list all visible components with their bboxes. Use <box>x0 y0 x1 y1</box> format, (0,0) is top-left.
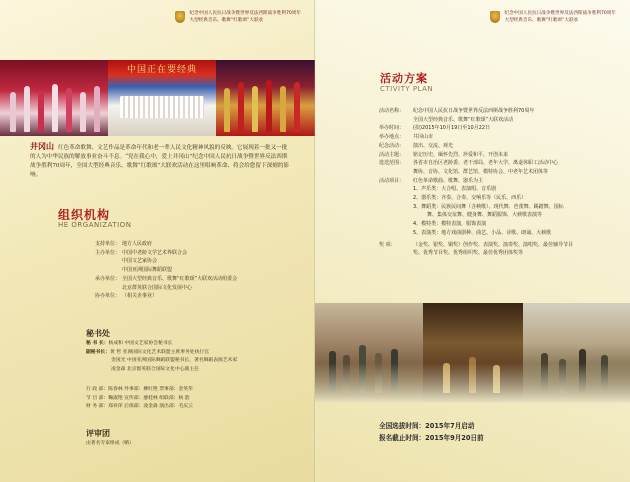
org-title: 组织机构 <box>58 208 111 222</box>
org-row: 承办单位： 全国大型经典音乐、歌舞“红歌颂”大联欢活动组委会 <box>94 275 238 282</box>
secretariat-row: 凌金森 北京群英联合国际文化中心副主任 <box>111 367 199 373</box>
plan-item: 1、声乐类：大合唱、表演唱、音乐剧 <box>413 186 497 193</box>
org-row: 中国亚洲国际舞蹈联盟 <box>122 267 173 274</box>
jury-text: 由著名专家组成（略） <box>86 441 134 446</box>
performance-photo-strip <box>0 60 315 136</box>
museum-photo-strip <box>315 303 630 403</box>
org-row: 中国文艺家协会 <box>122 258 158 265</box>
staff-list <box>86 386 193 412</box>
registration-deadline: 报名截止时间：2015年9月20日前 <box>379 434 484 442</box>
staff-row: 行 政 部：陈春林 外事部：柳红艳 票事部：金英华 <box>86 387 193 392</box>
plan-row: 纪念活动： 演出、交流、观光 <box>379 142 454 149</box>
plan-row: 活动名称： 纪念中国人民抗日战争暨世界反法西斯战争胜利70周年 <box>379 108 535 114</box>
org-list <box>58 240 308 301</box>
intro-paragraph <box>30 142 292 180</box>
staff-row: 节 目 部：鞠淑艳 宣传部：廖桂林 组联部：杨 韵 <box>86 395 190 401</box>
key-dates <box>379 420 484 444</box>
choir-photo <box>108 60 216 136</box>
dancers-photo <box>0 60 108 136</box>
header-line-2: 大型经典音乐、歌舞“红歌颂”大联欢 <box>189 18 264 23</box>
activity-subtitle: CTIVITY PLAN <box>380 85 434 93</box>
secretariat-row: 金国光 中国亚洲国际舞蹈联盟秘书长，著名舞蹈表演艺术家 <box>111 358 238 364</box>
choir-crowd <box>120 96 204 118</box>
plan-row: 全国大型经典音乐、歌舞“红歌颂”大联欢活动 <box>413 116 514 123</box>
intro-text: 红色革命歌舞、文艺作品是革命年代和老一辈人民文化精神风貌的反映。它展现着一批又一批的人为中华民族的解放事业奋斗不息。“党在我心中，爱上井冈山”纪念中国人民抗日战争暨世界反法西斯战争胜利70周年，全国大型经典音乐、歌舞“红歌颂”大联欢活动在这里唱响革命、将会给您留下深刻的影响。 <box>30 145 289 178</box>
plan-item: 2、器乐类：齐奏、合奏、交响乐等（民乐、西乐） <box>413 195 527 202</box>
plan-row: 举办时间： (拟)2015年10月19日至10月22日 <box>379 125 491 132</box>
header-line-1: 纪念中国人民抗日战争暨世界反法西斯战争胜利70周年 <box>504 11 616 16</box>
org-row: 支持单位： 地方人民政府 <box>94 241 153 247</box>
header-line-1: 纪念中国人民抗日战争暨世界反法西斯战争胜利70周年 <box>189 11 301 16</box>
secretariat-list <box>86 340 237 375</box>
award-row: 奖、优秀节目奖、优秀组织奖、最佳优秀团体奖等 <box>413 250 524 257</box>
plan-row: 活动项目： 红色革命歌曲、歌舞、器乐为主 <box>379 177 484 184</box>
page-header <box>504 10 616 24</box>
org-row: 协办单位： （相关企事业） <box>94 293 158 300</box>
plan-row: 选送范围： 各省市自治区老龄委、老干部局、老年大学、离退休职工活动中心 <box>379 160 559 167</box>
plan-item: 3、舞蹈类：民族民间舞（含秧歌）、现代舞、芭蕾舞、踢踏舞、国标 <box>413 203 564 210</box>
intro-lead: 井冈山 <box>30 141 54 151</box>
emblem-icon <box>490 11 500 23</box>
org-row: 主办单位： 中国中老龄文学艺术界联合会 <box>94 249 188 256</box>
left-page-header <box>189 10 301 24</box>
jury-title: 评审团 <box>86 429 110 438</box>
plan-row: 活动主题： 铭记历史、缅怀先烈、珍爱和平、开创未来 <box>379 151 509 158</box>
plan-item: 4、模特类：模特表演，服饰表演 <box>413 221 487 228</box>
activity-title: 活动方案 <box>380 72 428 85</box>
selection-date: 全国选拔时间：2015年7月启动 <box>379 422 475 430</box>
plan-row: 舞协、音协、文化馆、群艺馆、模特协会、中老年艺术团体等 <box>413 168 549 175</box>
secretariat-title: 秘书处 <box>86 329 110 338</box>
page-spine <box>314 0 316 482</box>
costume-dancers-photo <box>216 60 315 136</box>
plan-item: 5、表演类：地方戏曲剧种、曲艺、小品、诗歌、朗诵、大秧歌 <box>413 229 552 236</box>
award-row: 奖 项： （金奖、银奖、铜奖）创作奖、表演奖、演奏奖、演唱奖、最佳辅导节目 <box>379 241 574 248</box>
plan-row: 举办地点： 井冈山市 <box>379 134 434 141</box>
org-subtitle: HE ORGANIZATION <box>58 221 132 229</box>
stage-banner: 中国正在要经典 <box>126 65 197 75</box>
staff-row: 财 务 部：郑祥萍 后保部：凌金森 演出部：毛庆云 <box>86 404 193 410</box>
org-row: 北京群英联合国际文化发展中心 <box>122 284 193 291</box>
header-line-2: 大型经典音乐、歌舞“红歌颂”大联欢 <box>504 18 579 23</box>
secretariat-row: 副秘书长：黄 哲 亚洲国际文化艺术联盟主席事务处执行官 <box>86 349 209 355</box>
activity-plan <box>379 107 614 258</box>
secretariat-row: 秘 书 长：杨成和 中国文艺家协会秘书长 <box>86 341 173 346</box>
plan-item: 舞、集体交谊舞、健身舞、舞蹈服饰、大秧歌表演等 <box>427 212 543 219</box>
